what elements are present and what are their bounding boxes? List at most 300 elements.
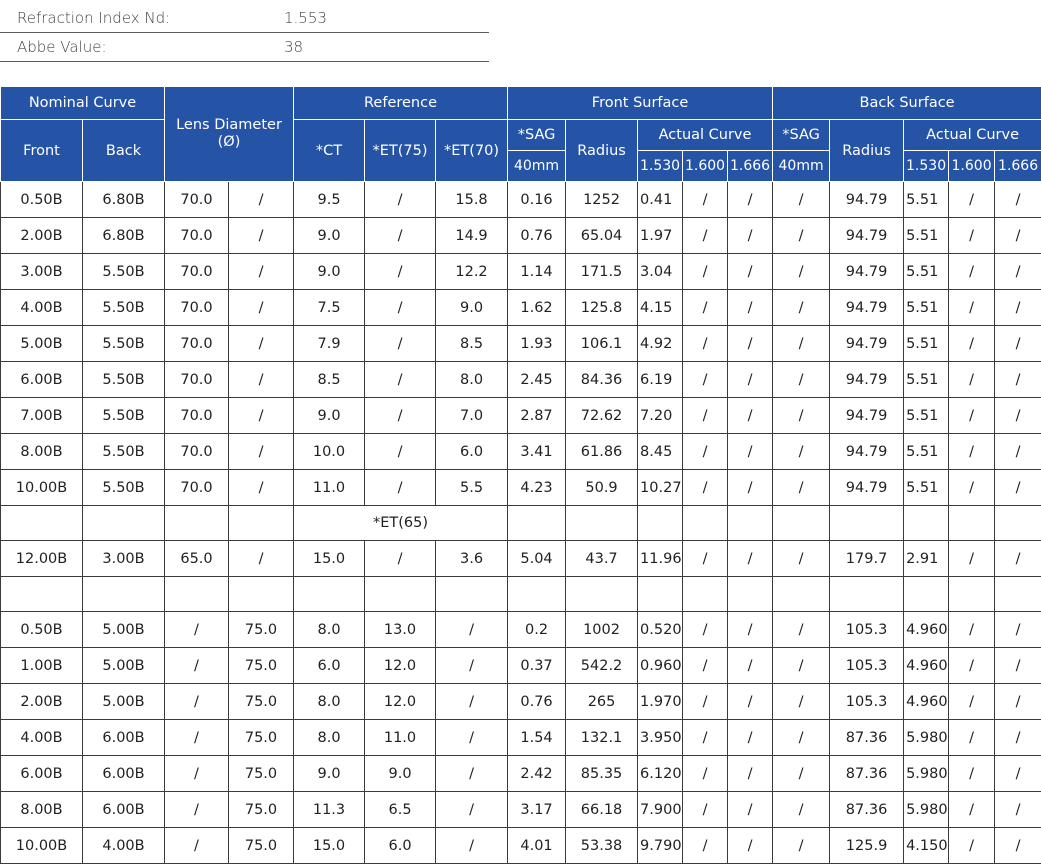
table-cell: 8.00B: [1, 792, 83, 828]
table-cell: 12.00B: [1, 541, 83, 577]
empty-cell: [436, 577, 508, 612]
abbe-value-row: [0, 33, 489, 62]
empty-cell: [83, 577, 165, 612]
table-cell: /: [949, 434, 995, 470]
table-cell: 15.0: [294, 541, 365, 577]
back-ac-1600-header: 1.600: [949, 151, 995, 182]
table-cell: /: [683, 470, 728, 506]
table-cell: 3.6: [436, 541, 508, 577]
empty-cell: [638, 506, 683, 541]
table-cell: 6.00B: [1, 362, 83, 398]
table-cell: /: [773, 648, 830, 684]
table-cell: /: [773, 612, 830, 648]
empty-cell: [683, 506, 728, 541]
table-cell: 105.3: [830, 684, 904, 720]
table-cell: /: [728, 541, 773, 577]
table-cell: 5.00B: [83, 612, 165, 648]
table-cell: /: [728, 362, 773, 398]
table-cell: /: [728, 792, 773, 828]
table-cell: /: [365, 362, 436, 398]
empty-cell: [638, 577, 683, 612]
table-cell: 85.35: [566, 756, 638, 792]
table-cell: /: [436, 792, 508, 828]
table-cell: 4.960: [904, 684, 949, 720]
table-cell: /: [773, 398, 830, 434]
table-cell: /: [728, 720, 773, 756]
table-cell: 106.1: [566, 326, 638, 362]
table-cell: 3.00B: [1, 254, 83, 290]
table-cell: 7.20: [638, 398, 683, 434]
table-row: [1, 326, 1041, 362]
table-cell: 7.5: [294, 290, 365, 326]
empty-cell: [566, 577, 638, 612]
table-cell: 4.92: [638, 326, 683, 362]
table-cell: 4.960: [904, 648, 949, 684]
table-row: [1, 648, 1041, 684]
table-cell: 5.50B: [83, 254, 165, 290]
table-cell: 84.36: [566, 362, 638, 398]
table-cell: /: [773, 720, 830, 756]
table-cell: /: [949, 326, 995, 362]
empty-cell: [294, 577, 365, 612]
table-cell: 1002: [566, 612, 638, 648]
empty-cell: [904, 577, 949, 612]
table-cell: 7.0: [436, 398, 508, 434]
table-cell: 4.00B: [83, 828, 165, 864]
table-cell: 61.86: [566, 434, 638, 470]
front-col-header: Front: [1, 120, 83, 182]
table-cell: /: [229, 182, 294, 218]
table-cell: 5.00B: [83, 648, 165, 684]
table-row: [1, 218, 1041, 254]
table-cell: /: [728, 756, 773, 792]
table-cell: 0.50B: [1, 182, 83, 218]
table-cell: /: [229, 434, 294, 470]
table-cell: 5.51: [904, 326, 949, 362]
empty-cell: [508, 577, 566, 612]
table-cell: /: [165, 792, 229, 828]
nominal-curve-header: Nominal Curve: [1, 87, 165, 120]
table-cell: 53.38: [566, 828, 638, 864]
table-cell: /: [683, 254, 728, 290]
table-cell: 0.41: [638, 182, 683, 218]
table-cell: 6.120: [638, 756, 683, 792]
table-cell: /: [165, 720, 229, 756]
lens-spec-table: [0, 86, 1041, 864]
table-cell: /: [773, 792, 830, 828]
table-cell: 8.0: [436, 362, 508, 398]
table-cell: /: [995, 720, 1041, 756]
back-sag-header: *SAG: [773, 120, 830, 151]
table-cell: /: [365, 434, 436, 470]
empty-cell: [830, 577, 904, 612]
empty-cell: [949, 506, 995, 541]
table-cell: 5.51: [904, 290, 949, 326]
empty-cell: [229, 577, 294, 612]
table-cell: 5.980: [904, 720, 949, 756]
table-cell: 9.0: [365, 756, 436, 792]
refraction-index-label: Refraction Index Nd:: [17, 9, 171, 27]
table-cell: 15.8: [436, 182, 508, 218]
empty-cell: [904, 506, 949, 541]
table-cell: 65.0: [165, 541, 229, 577]
abbe-value-value: 38: [284, 38, 304, 56]
table-cell: /: [436, 612, 508, 648]
table-cell: 70.0: [165, 182, 229, 218]
table-cell: /: [773, 326, 830, 362]
table-cell: 75.0: [229, 828, 294, 864]
table-body: [1, 182, 1041, 864]
table-cell: 1.14: [508, 254, 566, 290]
empty-cell: [229, 506, 294, 541]
table-cell: 11.96: [638, 541, 683, 577]
front-surface-header: Front Surface: [508, 87, 773, 120]
table-cell: /: [436, 648, 508, 684]
material-properties: [0, 4, 489, 62]
table-cell: 6.00B: [83, 792, 165, 828]
table-cell: /: [683, 756, 728, 792]
table-cell: /: [949, 720, 995, 756]
table-row: [1, 684, 1041, 720]
empty-cell: [1, 506, 83, 541]
back-surface-header: Back Surface: [773, 87, 1041, 120]
table-cell: /: [365, 290, 436, 326]
table-cell: /: [773, 182, 830, 218]
table-cell: 2.00B: [1, 218, 83, 254]
table-cell: 6.0: [294, 648, 365, 684]
table-cell: /: [773, 290, 830, 326]
table-cell: 8.0: [294, 612, 365, 648]
table-cell: /: [728, 434, 773, 470]
ct-col-header: *CT: [294, 120, 365, 182]
section-separator-row: [1, 577, 1041, 612]
table-cell: 4.23: [508, 470, 566, 506]
table-cell: /: [773, 470, 830, 506]
table-cell: /: [995, 648, 1041, 684]
table-cell: /: [229, 470, 294, 506]
table-cell: 9.0: [294, 756, 365, 792]
table-cell: /: [229, 218, 294, 254]
table-cell: /: [728, 648, 773, 684]
table-cell: 70.0: [165, 470, 229, 506]
table-cell: /: [995, 792, 1041, 828]
table-cell: /: [728, 218, 773, 254]
table-cell: /: [436, 756, 508, 792]
table-cell: 70.0: [165, 254, 229, 290]
table-cell: /: [949, 648, 995, 684]
table-cell: /: [683, 182, 728, 218]
table-cell: 3.41: [508, 434, 566, 470]
table-cell: 0.16: [508, 182, 566, 218]
table-row: [1, 828, 1041, 864]
table-cell: 5.50B: [83, 362, 165, 398]
table-cell: /: [165, 756, 229, 792]
table-cell: /: [365, 218, 436, 254]
table-cell: /: [995, 828, 1041, 864]
table-cell: 66.18: [566, 792, 638, 828]
table-cell: 8.00B: [1, 434, 83, 470]
table-cell: 6.0: [436, 434, 508, 470]
table-cell: 3.950: [638, 720, 683, 756]
table-cell: 179.7: [830, 541, 904, 577]
table-cell: 75.0: [229, 684, 294, 720]
table-cell: /: [949, 398, 995, 434]
table-cell: /: [683, 326, 728, 362]
table-row: [1, 290, 1041, 326]
table-cell: 8.45: [638, 434, 683, 470]
table-cell: /: [995, 434, 1041, 470]
et65-note: *ET(65): [294, 506, 508, 541]
table-cell: 8.5: [436, 326, 508, 362]
table-cell: 4.15: [638, 290, 683, 326]
table-cell: 8.0: [294, 720, 365, 756]
table-row: [1, 541, 1041, 577]
lens-diameter-header: Lens Diameter (Ø): [165, 87, 294, 182]
table-cell: 5.980: [904, 756, 949, 792]
table-cell: 94.79: [830, 398, 904, 434]
table-cell: 10.0: [294, 434, 365, 470]
table-cell: 1.97: [638, 218, 683, 254]
table-cell: 4.01: [508, 828, 566, 864]
table-cell: /: [683, 648, 728, 684]
table-cell: 70.0: [165, 218, 229, 254]
empty-cell: [365, 577, 436, 612]
table-cell: /: [949, 756, 995, 792]
back-sag-mm-header: 40mm: [773, 151, 830, 182]
table-cell: 12.0: [365, 684, 436, 720]
table-cell: /: [683, 720, 728, 756]
empty-cell: [949, 577, 995, 612]
back-ac-1530-header: 1.530: [904, 151, 949, 182]
table-cell: 13.0: [365, 612, 436, 648]
table-cell: 0.520: [638, 612, 683, 648]
table-cell: 0.37: [508, 648, 566, 684]
empty-cell: [1, 577, 83, 612]
table-cell: 50.9: [566, 470, 638, 506]
front-actual-curve-header: Actual Curve: [638, 120, 773, 151]
table-cell: /: [365, 254, 436, 290]
front-ac-1530-header: 1.530: [638, 151, 683, 182]
table-cell: 43.7: [566, 541, 638, 577]
table-cell: /: [995, 254, 1041, 290]
table-cell: /: [229, 290, 294, 326]
table-cell: 9.790: [638, 828, 683, 864]
abbe-value-label: Abbe Value:: [17, 38, 107, 56]
table-cell: /: [995, 326, 1041, 362]
table-cell: /: [995, 470, 1041, 506]
table-cell: /: [949, 362, 995, 398]
table-cell: /: [683, 398, 728, 434]
table-cell: 5.50B: [83, 326, 165, 362]
table-cell: 9.5: [294, 182, 365, 218]
table-cell: 5.5: [436, 470, 508, 506]
empty-cell: [728, 577, 773, 612]
table-cell: 4.00B: [1, 720, 83, 756]
table-cell: 5.04: [508, 541, 566, 577]
table-cell: 87.36: [830, 756, 904, 792]
table-cell: 0.960: [638, 648, 683, 684]
table-row: [1, 434, 1041, 470]
table-cell: /: [949, 218, 995, 254]
table-cell: /: [773, 254, 830, 290]
table-cell: /: [436, 828, 508, 864]
table-cell: /: [773, 218, 830, 254]
table-cell: /: [683, 541, 728, 577]
table-cell: 4.00B: [1, 290, 83, 326]
table-cell: /: [995, 362, 1041, 398]
table-cell: /: [683, 684, 728, 720]
table-cell: 70.0: [165, 362, 229, 398]
table-cell: /: [165, 612, 229, 648]
table-cell: 0.50B: [1, 612, 83, 648]
table-cell: 9.0: [436, 290, 508, 326]
table-cell: 6.80B: [83, 182, 165, 218]
table-row: [1, 182, 1041, 218]
table-cell: /: [365, 398, 436, 434]
table-cell: 5.51: [904, 182, 949, 218]
table-cell: 75.0: [229, 612, 294, 648]
table-cell: 5.00B: [83, 684, 165, 720]
table-cell: 171.5: [566, 254, 638, 290]
table-cell: 11.0: [365, 720, 436, 756]
table-cell: 6.00B: [83, 720, 165, 756]
empty-cell: [83, 506, 165, 541]
table-cell: /: [949, 290, 995, 326]
table-cell: 1.62: [508, 290, 566, 326]
empty-cell: [995, 506, 1041, 541]
table-cell: /: [683, 290, 728, 326]
table-cell: 5.980: [904, 792, 949, 828]
table-cell: /: [728, 470, 773, 506]
table-cell: /: [995, 684, 1041, 720]
table-cell: /: [995, 290, 1041, 326]
table-cell: /: [995, 182, 1041, 218]
table-cell: 5.50B: [83, 290, 165, 326]
table-cell: 5.51: [904, 254, 949, 290]
table-cell: 10.00B: [1, 828, 83, 864]
back-col-header: Back: [83, 120, 165, 182]
table-cell: /: [683, 434, 728, 470]
table-cell: /: [728, 684, 773, 720]
table-cell: 3.17: [508, 792, 566, 828]
table-cell: /: [728, 398, 773, 434]
table-cell: /: [683, 828, 728, 864]
table-cell: 1.00B: [1, 648, 83, 684]
table-row: [1, 470, 1041, 506]
table-cell: 2.00B: [1, 684, 83, 720]
table-cell: 7.900: [638, 792, 683, 828]
empty-cell: [728, 506, 773, 541]
table-cell: /: [165, 684, 229, 720]
empty-cell: [165, 577, 229, 612]
table-row: [1, 756, 1041, 792]
back-actual-curve-header: Actual Curve: [904, 120, 1041, 151]
table-row: [1, 254, 1041, 290]
table-cell: 94.79: [830, 326, 904, 362]
table-cell: 1252: [566, 182, 638, 218]
table-cell: /: [436, 720, 508, 756]
table-cell: 9.0: [294, 218, 365, 254]
table-cell: 12.0: [365, 648, 436, 684]
table-cell: /: [949, 541, 995, 577]
back-radius-header: Radius: [830, 120, 904, 182]
table-cell: /: [949, 182, 995, 218]
table-cell: /: [229, 541, 294, 577]
table-cell: /: [773, 362, 830, 398]
table-cell: 6.5: [365, 792, 436, 828]
table-cell: 70.0: [165, 434, 229, 470]
table-cell: 94.79: [830, 254, 904, 290]
table-row: [1, 362, 1041, 398]
table-cell: 1.970: [638, 684, 683, 720]
table-cell: 94.79: [830, 362, 904, 398]
table-cell: 5.50B: [83, 398, 165, 434]
table-cell: /: [229, 362, 294, 398]
table-cell: 11.0: [294, 470, 365, 506]
table-row: [1, 792, 1041, 828]
table-cell: 5.51: [904, 434, 949, 470]
table-cell: 94.79: [830, 434, 904, 470]
table-cell: 8.0: [294, 684, 365, 720]
table-cell: 6.00B: [83, 756, 165, 792]
table-cell: /: [728, 326, 773, 362]
empty-cell: [566, 506, 638, 541]
table-cell: 4.960: [904, 612, 949, 648]
table-cell: /: [773, 541, 830, 577]
table-cell: 87.36: [830, 720, 904, 756]
table-cell: 0.76: [508, 218, 566, 254]
table-cell: /: [995, 218, 1041, 254]
table-cell: 6.0: [365, 828, 436, 864]
table-cell: 2.87: [508, 398, 566, 434]
table-cell: 9.0: [294, 254, 365, 290]
empty-cell: [508, 506, 566, 541]
refraction-index-row: [0, 4, 489, 33]
table-cell: 8.5: [294, 362, 365, 398]
table-cell: 2.91: [904, 541, 949, 577]
back-ac-1666-header: 1.666: [995, 151, 1041, 182]
table-cell: /: [728, 290, 773, 326]
table-cell: 5.51: [904, 362, 949, 398]
table-cell: 105.3: [830, 612, 904, 648]
table-cell: /: [773, 684, 830, 720]
section-separator-row: [1, 506, 1041, 541]
et75-col-header: *ET(75): [365, 120, 436, 182]
table-cell: 70.0: [165, 326, 229, 362]
table-cell: 5.50B: [83, 470, 165, 506]
table-cell: 10.27: [638, 470, 683, 506]
table-cell: 70.0: [165, 398, 229, 434]
table-cell: /: [995, 612, 1041, 648]
table-cell: /: [229, 398, 294, 434]
table-cell: /: [949, 470, 995, 506]
table-cell: 11.3: [294, 792, 365, 828]
table-cell: 94.79: [830, 290, 904, 326]
table-cell: 125.8: [566, 290, 638, 326]
table-cell: /: [949, 792, 995, 828]
table-cell: /: [949, 684, 995, 720]
table-cell: 1.93: [508, 326, 566, 362]
table-cell: /: [773, 434, 830, 470]
table-row: [1, 720, 1041, 756]
table-cell: /: [728, 182, 773, 218]
table-cell: /: [365, 326, 436, 362]
table-cell: 15.0: [294, 828, 365, 864]
table-cell: 9.0: [294, 398, 365, 434]
table-cell: 2.42: [508, 756, 566, 792]
table-cell: 125.9: [830, 828, 904, 864]
table-cell: 1.54: [508, 720, 566, 756]
